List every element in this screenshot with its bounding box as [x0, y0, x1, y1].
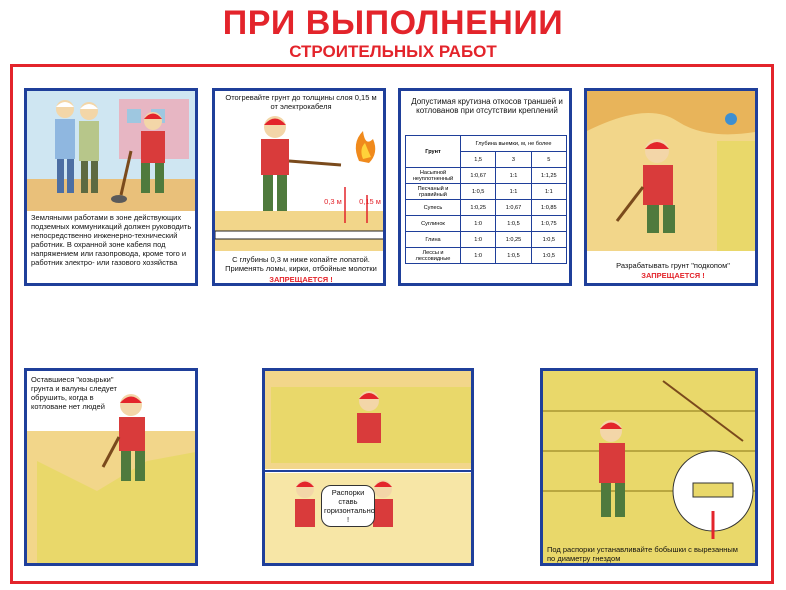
- soil-cell: Насыпной неуплотненный: [406, 168, 461, 184]
- value-cell: 1:0,85: [531, 200, 566, 216]
- blocks-illustration: [543, 371, 758, 566]
- table-row: [406, 184, 567, 200]
- cable-warning: ЗАПРЕЩАЕТСЯ !: [269, 275, 333, 284]
- value-cell: 1:0: [461, 216, 496, 232]
- value-cell: 1:0,5: [496, 248, 531, 264]
- slope-table: [405, 135, 567, 264]
- panel-supervision: [24, 88, 198, 286]
- value-cell: 1:0,67: [496, 200, 531, 216]
- value-cell: 1:1: [496, 184, 531, 200]
- value-cell: 1:0,75: [531, 216, 566, 232]
- struts-illustration: [265, 371, 474, 566]
- cable-bottom-text: С глубины 0,3 м ниже копайте лопатой. Применять ломы, кирки, отбойные молотки: [225, 255, 377, 273]
- poster-title: ПРИ ВЫПОЛНЕНИИ: [222, 4, 564, 42]
- poster-subtitle: СТРОИТЕЛЬНЫХ РАБОТ: [289, 42, 497, 61]
- value-cell: 1:1: [496, 168, 531, 184]
- value-cell: 1:0,25: [496, 232, 531, 248]
- depth-header: 1,5: [461, 152, 496, 168]
- value-cell: 1:0: [461, 232, 496, 248]
- cable-top-text: Отогревайте грунт до толщины слоя 0,15 м от электрокабеля: [225, 93, 377, 111]
- slope-table-title: Допустимая крутизна откосов траншей и котлованов при отсутствии креплений: [411, 97, 563, 115]
- undercut-warning: ЗАПРЕЩАЕТСЯ !: [641, 271, 705, 280]
- panel-undercut: [584, 88, 758, 286]
- col-soil-header: Грунт: [406, 136, 461, 168]
- depth-header: 3: [496, 152, 531, 168]
- soil-cell: Супесь: [406, 200, 461, 216]
- depth-label-03: 0,3 м: [324, 197, 342, 206]
- overhangs-text: Оставшиеся "козырьки" грунта и валуны следует обрушить, когда в котловане нет людей: [31, 375, 117, 411]
- table-row: [406, 248, 567, 264]
- depth-header: 5: [531, 152, 566, 168]
- panel-cable-digging: [212, 88, 386, 286]
- blocks-text: Под распорки устанавливайте бобышки с вырезанным по диаметру гнездом: [547, 545, 738, 563]
- soil-cell: Суглинок: [406, 216, 461, 232]
- value-cell: 1:0: [461, 248, 496, 264]
- soil-cell: Лессы и лессовидные: [406, 248, 461, 264]
- value-cell: 1:0,5: [461, 184, 496, 200]
- panel-slope-table: [398, 88, 572, 286]
- col-depth-header: Глубина выемки, м, не более: [461, 136, 567, 152]
- table-row: [406, 168, 567, 184]
- soil-cell: Глина: [406, 232, 461, 248]
- panel-blocks: [540, 368, 758, 566]
- value-cell: 1:0,5: [531, 248, 566, 264]
- value-cell: 1:0,5: [496, 216, 531, 232]
- supervision-text: Земляными работами в зоне действующих подземных коммуникаций должен руководить непосредственно инженерно-технический работник. В охранной зоне кабеля под напряжением или газопровода, кроме того и работник электро- или газового хозяйства: [31, 213, 192, 267]
- soil-cell: Песчаный и гравийный: [406, 184, 461, 200]
- table-row: [406, 216, 567, 232]
- panel-overhangs: [24, 368, 198, 566]
- speech-bubble: Распорки ставь горизонтально !: [321, 485, 375, 527]
- value-cell: 1:0,25: [461, 200, 496, 216]
- value-cell: 1:0,67: [461, 168, 496, 184]
- table-row: [406, 200, 567, 216]
- undercut-text: Разрабатывать грунт "подкопом": [616, 261, 730, 270]
- value-cell: 1:1: [531, 184, 566, 200]
- undercut-illustration: [587, 91, 758, 286]
- table-row: [406, 232, 567, 248]
- value-cell: 1:0,5: [531, 232, 566, 248]
- depth-label-015: 0,15 м: [359, 197, 381, 206]
- panel-struts: [262, 368, 474, 566]
- value-cell: 1:1,25: [531, 168, 566, 184]
